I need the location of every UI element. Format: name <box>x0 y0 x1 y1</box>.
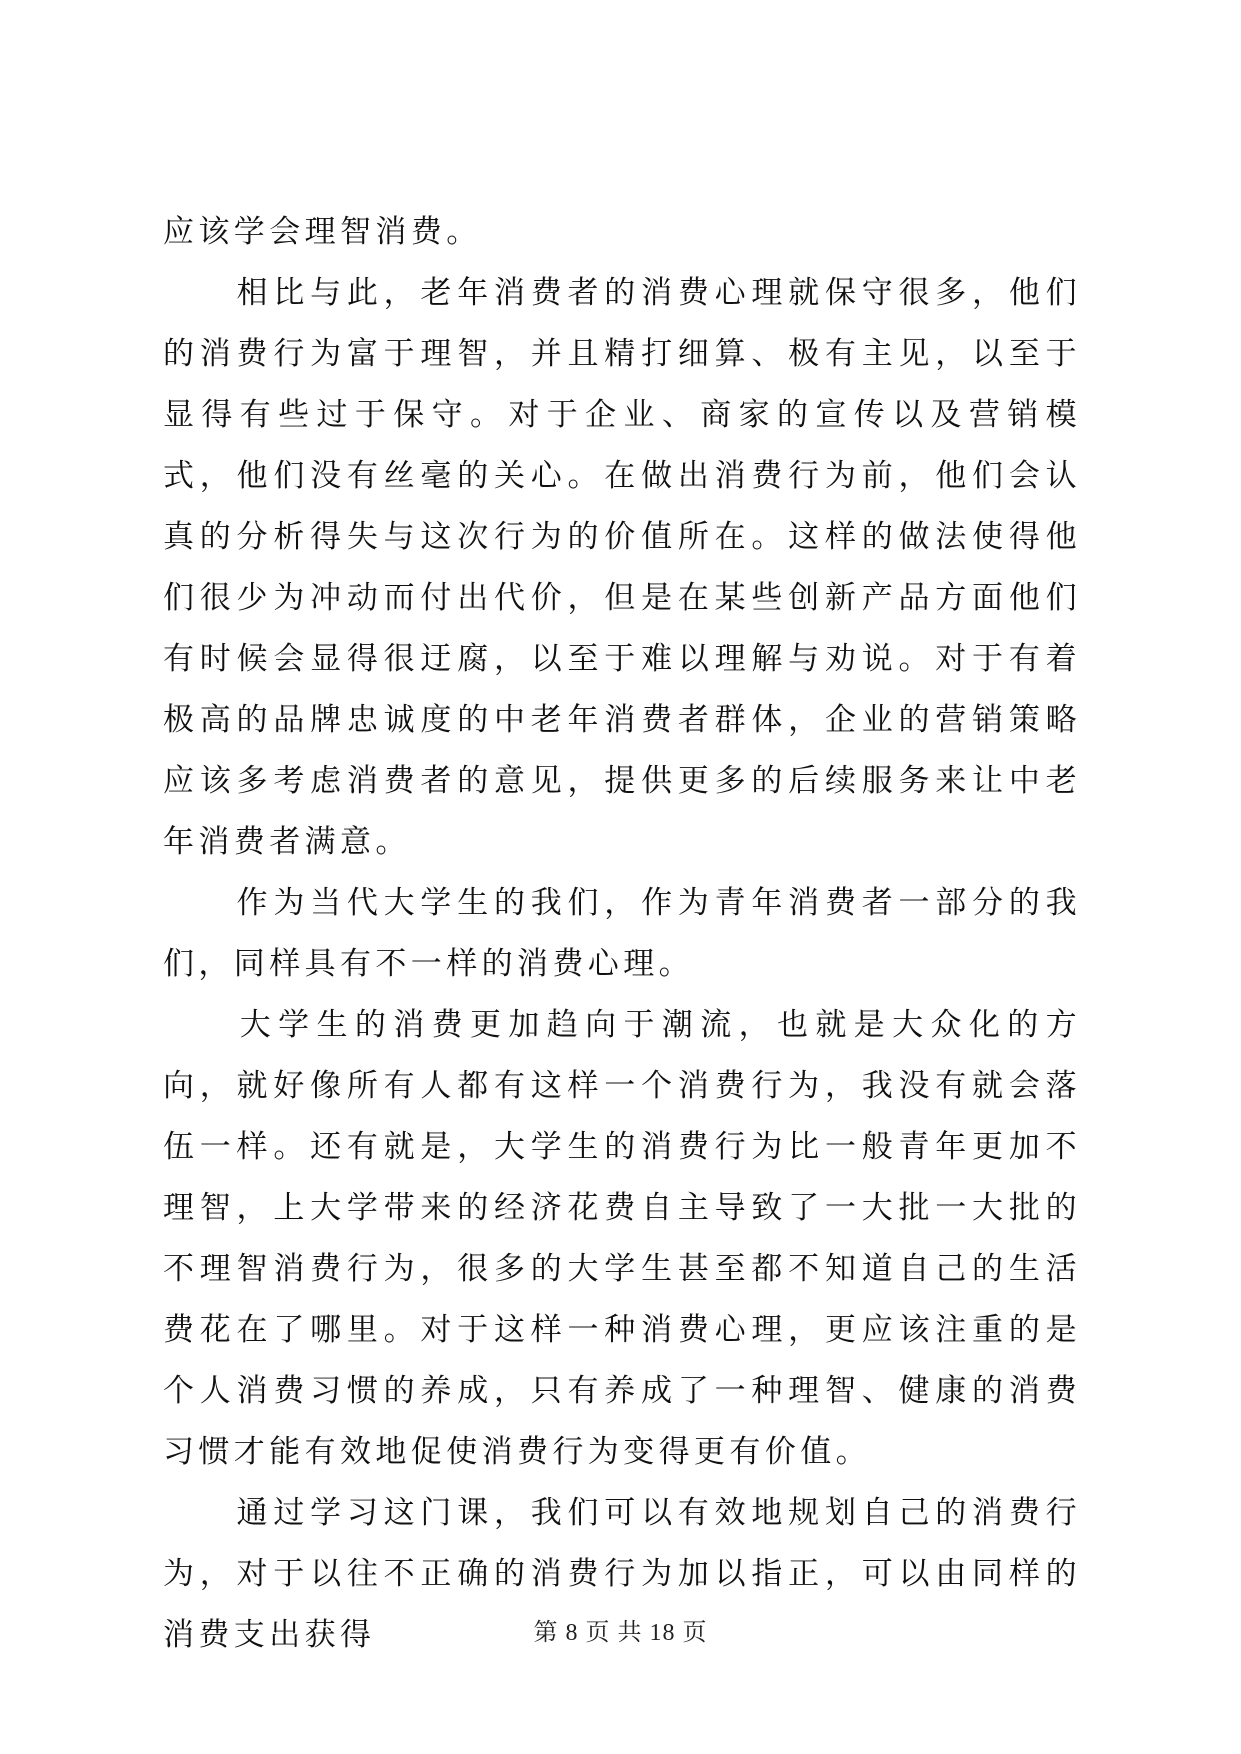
paragraph-elderly-consumers: 相比与此，老年消费者的消费心理就保守很多，他们的消费行为富于理智，并且精打细算、极有主见，以至于显得有些过于保守。对于企业、商家的宣传以及营销模式，他们没有丝毫的关心。在做出消费行为前，他们会认真的分析得失与这次行为的价值所在。这样的做法使得他们很少为冲动而付出代价，但是在某些创新产品方面他们有时候会显得很迂腐，以至于难以理解与劝说。对于有着极高的品牌忠诚度的中老年消费者群体，企业的营销策略应该多考虑消费者的意见，提供更多的后续服务来让中老年消费者满意。 <box>163 275 1081 860</box>
page-footer: 第 8 页 共 18 页 <box>533 1620 708 1646</box>
paragraph-continuation: 应该学会理智消费。 <box>163 214 482 250</box>
paragraph-college-students-intro: 作为当代大学生的我们，作为青年消费者一部分的我们，同样具有不一样的消费心理。 <box>163 885 1081 982</box>
paragraph-college-student-consumption: 大学生的消费更加趋向于潮流，也就是大众化的方向，就好像所有人都有这样一个消费行为，我没有就会落伍一样。还有就是，大学生的消费行为比一般青年更加不理智，上大学带来的经济花费自主导致了一大批一大批的不理智消费行为，很多的大学生甚至都不知道自己的生活费花在了哪里。对于这样一种消费心理，更应该注重的是个人消费习惯的养成，只有养成了一种理智、健康的消费习惯才能有效地促使消费行为变得更有价值。 <box>163 1007 1081 1470</box>
page-body <box>163 202 1081 1666</box>
paragraph-course-learning: 通过学习这门课，我们可以有效地规划自己的消费行为，对于以往不正确的消费行为加以指正，可以由同样的消费支出获得 <box>163 1495 1081 1653</box>
